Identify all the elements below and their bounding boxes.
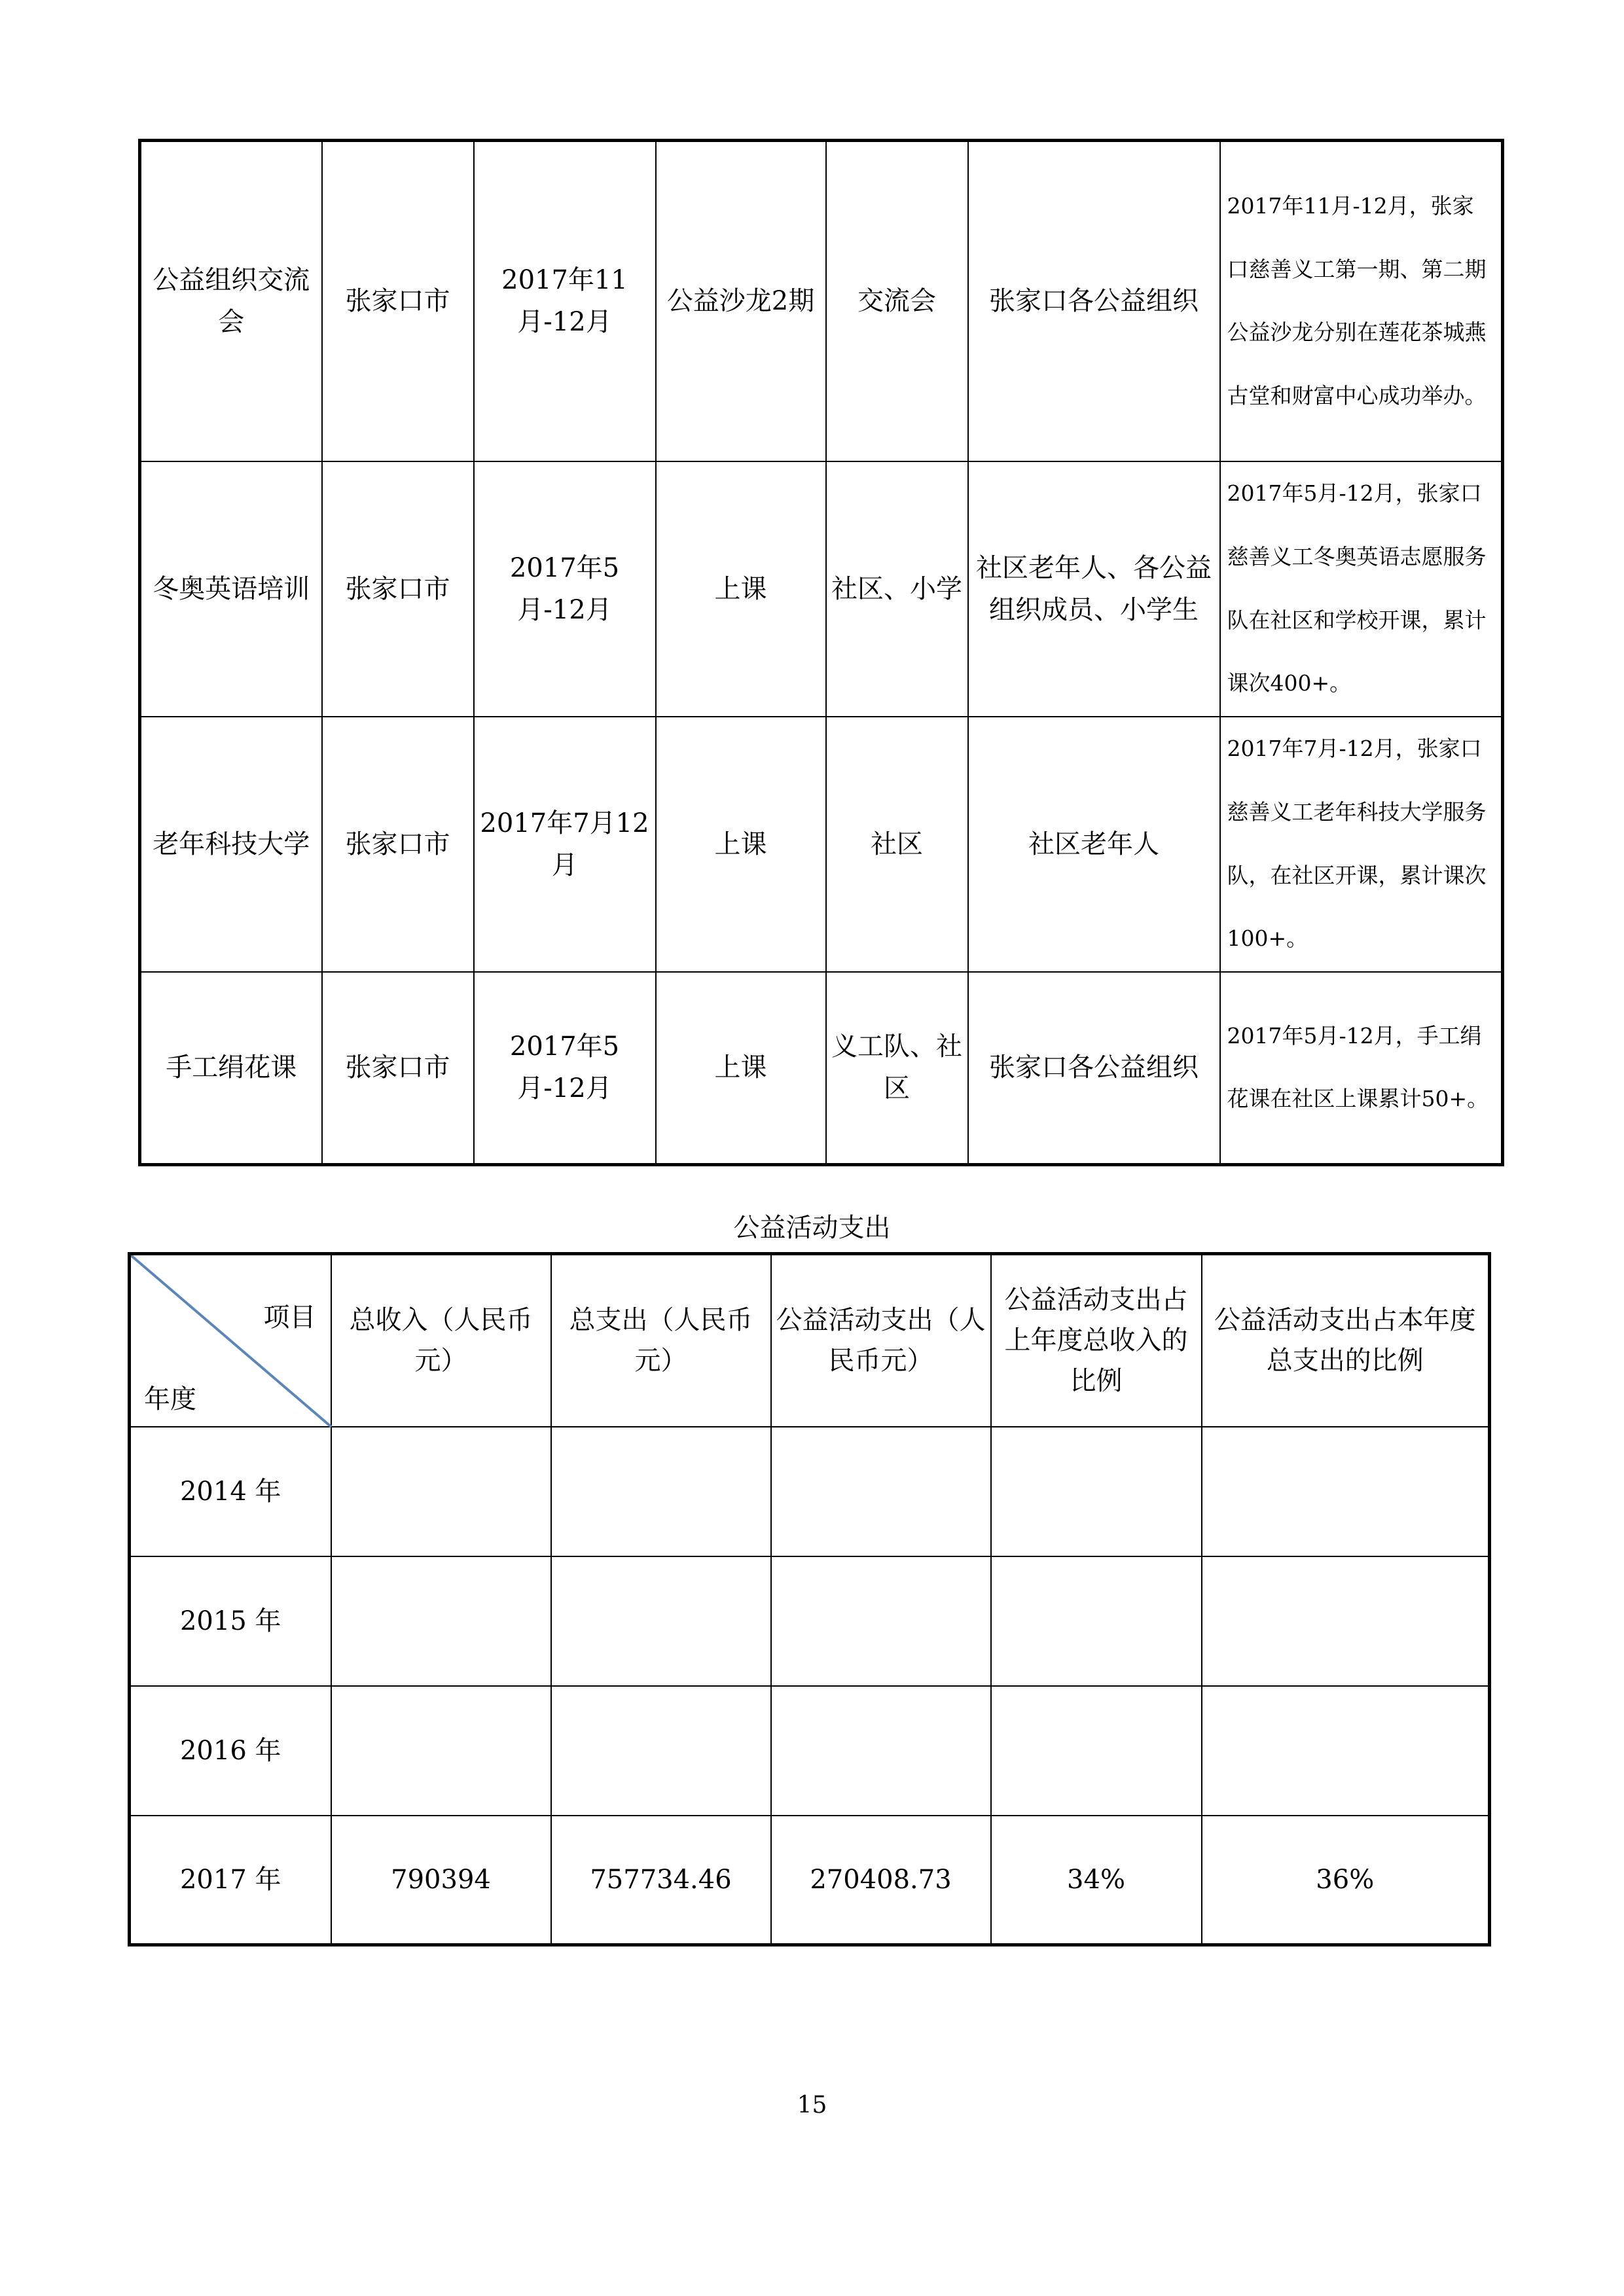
activity-name: 老年科技大学 [140, 717, 322, 972]
activity-target: 社区老年人、各公益组织成员、小学生 [968, 461, 1220, 717]
activity-form: 社区、小学 [826, 461, 968, 717]
ratio-income-cell [991, 1556, 1202, 1686]
header-total-expense: 总支出（人民币元） [551, 1254, 771, 1427]
activities-table [138, 139, 1504, 1166]
activity-time: 2017年5月-12月 [474, 972, 656, 1165]
activity-name: 冬奥英语培训 [140, 461, 322, 717]
table-caption: 公益活动支出 [733, 1213, 891, 1243]
activity-target: 张家口各公益组织 [968, 972, 1220, 1165]
activity-time: 2017年5月-12月 [474, 461, 656, 717]
activity-row [140, 717, 1503, 972]
income-cell: 790394 [331, 1816, 551, 1945]
income-cell [331, 1556, 551, 1686]
year-cell: 2014 年 [130, 1427, 331, 1556]
income-cell [331, 1686, 551, 1816]
charity-cell [771, 1427, 991, 1556]
page-number: 15 [797, 2092, 827, 2119]
table-row [130, 1686, 1490, 1816]
ratio-expense-cell [1202, 1427, 1490, 1556]
activity-name: 手工绢花课 [140, 972, 322, 1165]
activity-description: 2017年11月-12月，张家口慈善义工第一期、第二期公益沙龙分别在莲花茶城燕古堂和财富中心成功举办。 [1220, 141, 1503, 461]
activity-target: 社区老年人 [968, 717, 1220, 972]
activity-time: 2017年7月12月 [474, 717, 656, 972]
table-row [130, 1427, 1490, 1556]
ratio-expense-cell [1202, 1556, 1490, 1686]
activity-form: 社区 [826, 717, 968, 972]
activity-form: 义工队、社区 [826, 972, 968, 1165]
activity-project: 上课 [656, 717, 826, 972]
header-total-income: 总收入（人民币元） [331, 1254, 551, 1427]
expense-cell [551, 1556, 771, 1686]
ratio-expense-cell [1202, 1686, 1490, 1816]
corner-item-label: 项目 [263, 1302, 316, 1333]
year-cell: 2016 年 [130, 1686, 331, 1816]
header-ratio-income: 公益活动支出占上年度总收入的比例 [991, 1254, 1202, 1427]
activity-description: 2017年7月-12月，张家口慈善义工老年科技大学服务队，在社区开课，累计课次100+。 [1220, 717, 1503, 972]
activity-form: 交流会 [826, 141, 968, 461]
activity-place: 张家口市 [322, 717, 474, 972]
ratio-income-cell: 34% [991, 1816, 1202, 1945]
charity-cell [771, 1556, 991, 1686]
activity-target: 张家口各公益组织 [968, 141, 1220, 461]
header-ratio-expense: 公益活动支出占本年度总支出的比例 [1202, 1254, 1490, 1427]
corner-year-label: 年度 [144, 1384, 196, 1414]
activity-project: 上课 [656, 972, 826, 1165]
activity-row [140, 972, 1503, 1165]
activity-description: 2017年5月-12月，手工绢花课在社区上课累计50+。 [1220, 972, 1503, 1165]
activity-project: 公益沙龙2期 [656, 141, 826, 461]
activity-time: 2017年11月-12月 [474, 141, 656, 461]
activity-description: 2017年5月-12月，张家口慈善义工冬奥英语志愿服务队在社区和学校开课，累计课次400+。 [1220, 461, 1503, 717]
activity-place: 张家口市 [322, 972, 474, 1165]
expenditure-table [128, 1252, 1491, 1946]
table-row [130, 1556, 1490, 1686]
expense-cell [551, 1427, 771, 1556]
corner-cell [130, 1254, 331, 1427]
ratio-expense-cell: 36% [1202, 1816, 1490, 1945]
activity-name: 公益组织交流会 [140, 141, 322, 461]
activity-row [140, 141, 1503, 461]
header-row [130, 1254, 1490, 1427]
activity-row [140, 461, 1503, 717]
activity-project: 上课 [656, 461, 826, 717]
table-row [130, 1816, 1490, 1945]
year-cell: 2017 年 [130, 1816, 331, 1945]
ratio-income-cell [991, 1427, 1202, 1556]
activity-place: 张家口市 [322, 141, 474, 461]
expense-cell: 757734.46 [551, 1816, 771, 1945]
income-cell [331, 1427, 551, 1556]
activity-place: 张家口市 [322, 461, 474, 717]
expense-cell [551, 1686, 771, 1816]
header-charity-expense: 公益活动支出（人民币元） [771, 1254, 991, 1427]
charity-cell [771, 1686, 991, 1816]
ratio-income-cell [991, 1686, 1202, 1816]
charity-cell: 270408.73 [771, 1816, 991, 1945]
year-cell: 2015 年 [130, 1556, 331, 1686]
